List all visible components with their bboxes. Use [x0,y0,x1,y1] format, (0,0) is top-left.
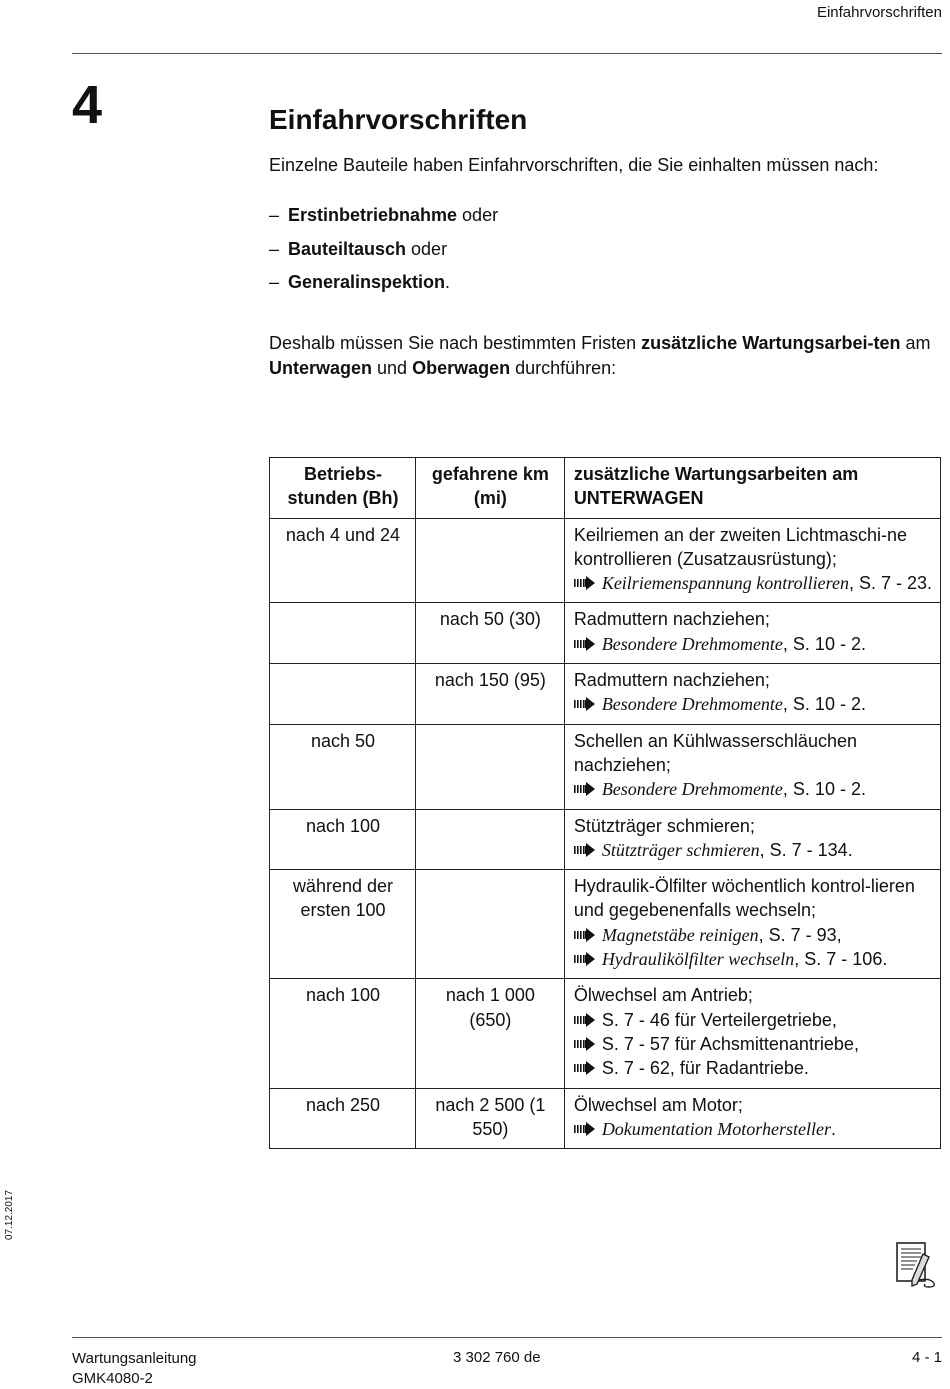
cell-kilometers [415,518,564,603]
cross-reference[interactable] [574,692,932,716]
reference-title: Keilriemenspannung kontrollieren [601,573,849,594]
condition-list [269,203,498,304]
list-item-bold: Bauteiltausch [288,238,407,259]
paragraph-bold: Unterwagen [269,357,373,378]
reference-page: S. 7 - 57 für Achsmittenantriebe, [601,1033,859,1054]
work-description: Radmuttern nachziehen; [573,670,770,691]
maintenance-paragraph [269,331,939,380]
reference-arrow-icon [574,782,596,796]
work-description: Hydraulik-Ölfilter wöchentlich kontrol-lieren und gegebenenfalls wechseln; [573,876,915,921]
reference-arrow-icon [574,697,596,711]
paragraph-text: Deshalb müssen Sie nach bestimmten Fristen [269,333,642,353]
reference-title: Hydraulikölfilter wechseln [601,949,795,970]
cell-kilometers [415,724,564,809]
list-item-bold: Erstinbetriebnahme [288,205,458,225]
reference-page: S. 7 - 62, für Radantriebe. [601,1058,809,1079]
reference-page: , S. 10 - 2. [782,779,866,800]
cell-kilometers [415,870,564,979]
cross-reference[interactable] [574,923,932,947]
cell-maintenance-work [564,724,940,809]
cross-reference[interactable] [574,838,932,862]
cell-operating-hours: nach 250 [270,1088,416,1149]
cell-maintenance-work [564,870,940,979]
reference-arrow-icon [574,1037,596,1051]
cell-kilometers: nach 2 500 (1 550) [415,1088,564,1149]
cell-kilometers: nach 1 000 (650) [415,979,564,1088]
footer-document-number: 3 302 760 de [453,1349,541,1366]
cell-maintenance-work [564,664,940,725]
reference-arrow-icon [574,952,596,966]
reference-arrow-icon [574,928,596,942]
table-row [270,603,941,664]
intro-text: Einzelne Bauteile haben Einfahrvorschriften, die Sie einhalten müssen nach: [269,155,879,175]
reference-arrow-icon [574,637,596,651]
header-maintenance-work: zusätzliche Wartungsarbeiten am UNTERWAGEN [564,458,940,519]
reference-page: S. 7 - 46 für Verteilergetriebe, [601,1009,837,1030]
reference-page: , S. 10 - 2. [782,694,866,715]
cell-operating-hours: nach 4 und 24 [270,518,416,603]
list-item-bold: Generalinspektion [288,272,446,292]
footer-left [72,1349,197,1389]
work-description: Radmuttern nachziehen; [573,609,770,630]
footer-rule [72,1337,942,1338]
cross-reference[interactable] [574,1056,932,1080]
paragraph-bold: zusätzliche Wartungsarbei-ten [641,333,901,353]
paragraph-text: und [372,357,413,378]
table-row [270,979,941,1088]
cross-reference[interactable] [574,1032,932,1056]
cell-operating-hours: während der ersten 100 [270,870,416,979]
reference-page: , S. 10 - 2. [782,633,866,654]
reference-page: , S. 7 - 106. [794,949,888,970]
cell-maintenance-work [564,603,940,664]
list-item-rest: oder [406,238,448,259]
list-item [269,203,498,237]
reference-arrow-icon [574,1061,596,1075]
reference-page: , S. 7 - 23. [848,573,932,594]
footer-page-number: 4 - 1 [911,1349,942,1366]
paragraph-text: durchführen: [510,357,617,378]
cell-operating-hours: nach 50 [270,724,416,809]
cross-reference[interactable] [574,947,932,971]
page-title: Einfahrvorschriften [269,104,528,135]
table-row [270,809,941,870]
footer-manual-name: Wartungsanleitung [72,1350,197,1367]
cross-reference[interactable] [574,571,932,595]
cross-reference[interactable] [574,777,932,801]
maintenance-table [269,457,941,1149]
list-dash: – [269,205,280,225]
side-date: 07.12.2017 [4,1189,15,1240]
cross-reference[interactable] [574,632,932,656]
footer-model: GMK4080-2 [72,1370,153,1387]
table-header-row [270,458,941,519]
header-kilometers: gefahrene km (mi) [415,458,564,519]
reference-page: , S. 7 - 134. [759,839,853,860]
cell-maintenance-work [564,1088,940,1149]
running-header: Einfahrvorschriften [816,4,942,21]
reference-arrow-icon [574,576,596,590]
reference-title: Besondere Drehmomente [601,779,783,800]
table-body [270,518,941,1149]
list-item-rest: oder [457,205,499,225]
reference-title: Magnetstäbe reinigen [601,924,759,945]
reference-arrow-icon [574,1122,596,1136]
work-description: Schellen an Kühlwasserschläuchen nachziehen; [573,730,857,775]
cell-kilometers: nach 150 (95) [415,664,564,725]
cell-maintenance-work [564,518,940,603]
document-pencil-icon [893,1240,939,1290]
list-item-rest: . [445,272,451,292]
reference-arrow-icon [574,843,596,857]
reference-title: Besondere Drehmomente [601,633,783,654]
cell-maintenance-work [564,809,940,870]
cell-operating-hours [270,664,416,725]
reference-page: , S. 7 - 93, [758,924,842,945]
work-description: Keilriemen an der zweiten Lichtmaschi-ne kontrollieren (Zusatzausrüstung); [573,524,907,569]
reference-arrow-icon [574,1013,596,1027]
list-dash: – [269,238,280,259]
table-row [270,664,941,725]
work-description: Ölwechsel am Antrieb; [573,985,753,1006]
list-dash: – [269,272,280,292]
cell-operating-hours: nach 100 [270,979,416,1088]
paragraph-text: am [900,333,931,353]
reference-title: Besondere Drehmomente [601,694,783,715]
cell-kilometers [415,809,564,870]
header-operating-hours: Betriebs-stunden (Bh) [270,458,416,519]
cross-reference[interactable] [574,1008,932,1032]
paragraph-bold: Oberwagen [412,357,511,378]
header-rule [72,53,942,54]
reference-title: Dokumentation Motorhersteller [601,1118,831,1139]
table-row [270,518,941,603]
chapter-number: 4 [72,75,103,135]
work-description: Stützträger schmieren; [573,815,755,836]
reference-page: . [830,1118,836,1139]
table-row [270,724,941,809]
reference-title: Stützträger schmieren [601,839,760,860]
table-row [270,1088,941,1149]
table-row [270,870,941,979]
list-item [269,270,498,304]
cell-maintenance-work [564,979,940,1088]
cross-reference[interactable] [574,1117,932,1141]
list-item [269,237,498,271]
work-description: Ölwechsel am Motor; [573,1094,743,1115]
cell-operating-hours [270,603,416,664]
cell-kilometers: nach 50 (30) [415,603,564,664]
cell-operating-hours: nach 100 [270,809,416,870]
